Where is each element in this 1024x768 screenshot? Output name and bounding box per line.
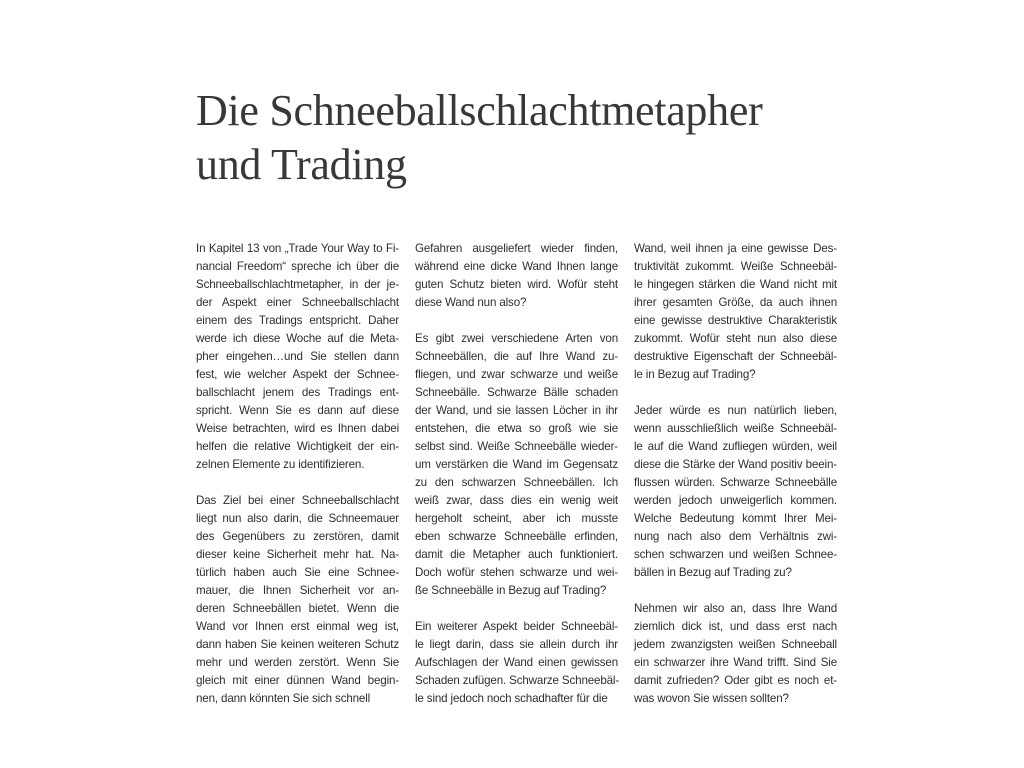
paragraph	[634, 402, 837, 582]
text-line: einem des Tradings entspricht. Daher	[196, 314, 399, 327]
text-line: truktivität zukommt. Weiße Schneebäl-	[634, 260, 837, 273]
text-line: Schneebälle. Schwarze Bälle schaden	[415, 386, 618, 399]
text-line: bällen in Bezug auf Trading zu?	[634, 566, 792, 579]
text-line: fest, wie welcher Aspekt der Schnee-	[196, 368, 399, 381]
text-line: fliegen, und zwar schwarze und weiße	[415, 368, 618, 381]
article-title	[196, 84, 762, 192]
text-line: ße Schneebälle in Bezug auf Trading?	[415, 584, 607, 597]
text-line: nancial Freedom“ spreche ich über die	[196, 260, 399, 273]
text-line: le sind jedoch noch schadhafter für die	[415, 692, 608, 705]
text-line: nung nach also dem Verhältnis zwi-	[634, 530, 837, 543]
text-line: Schneebällen, die auf Ihre Wand zu-	[415, 350, 618, 363]
text-line: der Wand, und sie lassen Löcher in ihr	[415, 404, 618, 417]
article-title-line-1: Die Schneeballschlachtmetapher	[196, 86, 763, 135]
text-line: le auf die Wand zufliegen würden, weil	[634, 440, 837, 453]
text-line: Weise betrachten, wird es Ihnen dabei	[196, 422, 399, 435]
text-line: während eine dicke Wand Ihnen lange	[415, 260, 618, 273]
text-line: selbst sind. Weiße Schneebälle wieder-	[415, 440, 618, 453]
text-line: ein schwarzer ihre Wand trifft. Sind Sie	[634, 656, 837, 669]
text-column-1	[196, 240, 399, 708]
text-line: Jeder würde es nun natürlich lieben,	[634, 404, 837, 417]
text-line: eben schwarze Schneebälle erfinden,	[415, 530, 618, 543]
text-line: des Gegenübers zu zerstören, damit	[196, 530, 399, 543]
text-line: Schaden zufügen. Schwarze Schneebäl-	[415, 674, 620, 687]
paragraph	[415, 330, 618, 600]
text-line: türlich haben auch Sie eine Schnee-	[196, 566, 399, 579]
text-line: Aufschlagen der Wand einen gewissen	[415, 656, 618, 669]
text-line: ziemlich dick ist, und dass erst nach	[634, 620, 837, 633]
text-line: werden jedoch unweigerlich kommen.	[634, 494, 837, 507]
text-line: Es gibt zwei verschiedene Arten von	[415, 332, 618, 345]
text-line: damit die Metapher auch funktioniert.	[415, 548, 618, 561]
text-line: flussen würden. Schwarze Schneebälle	[634, 476, 837, 489]
text-line: zelnen Elemente zu identifizieren.	[196, 458, 365, 471]
text-line: Wand vor Ihnen erst einmal weg ist,	[196, 620, 399, 633]
text-line: eine gewisse destruktive Charakteristik	[634, 314, 837, 327]
text-line: mauer, die Ihnen Sicherheit vor an-	[196, 584, 399, 597]
text-line: deren Schneebällen bietet. Wenn die	[196, 602, 399, 615]
text-line: zu den schwarzen Schneebällen. Ich	[415, 476, 618, 489]
text-line: Gefahren ausgeliefert wieder finden,	[415, 242, 618, 255]
text-line: damit zufrieden? Oder gibt es noch et-	[634, 674, 837, 687]
text-line: dann haben Sie keinen weiteren Schutz	[196, 638, 399, 651]
text-line: ballschlacht jenem des Tradings ent-	[196, 386, 399, 399]
text-line: schen schwarzen und weißen Schnee-	[634, 548, 837, 561]
text-line: Ein weiterer Aspekt beider Schneebäl-	[415, 620, 618, 633]
text-line: le in Bezug auf Trading?	[634, 368, 756, 381]
text-line: was wovon Sie wissen sollten?	[634, 692, 789, 705]
text-line: mehr und werden zerstört. Wenn Sie	[196, 656, 399, 669]
text-line: le hingegen stärken die Wand nicht mit	[634, 278, 837, 291]
text-line: nen, dann könnten Sie sich schnell	[196, 692, 371, 705]
text-line: guten Schutz bieten wird. Wofür steht	[415, 278, 618, 291]
paragraph	[196, 492, 399, 708]
text-line: Nehmen wir also an, dass Ihre Wand	[634, 602, 837, 615]
text-line: destruktive Eigenschaft der Schneebäl-	[634, 350, 837, 363]
text-line: um verstärken die Wand im Gegensatz	[415, 458, 618, 471]
text-line: der Aspekt einer Schneeballschlacht	[196, 296, 399, 309]
text-line: weiß zwar, dass dies ein wenig weit	[415, 494, 618, 507]
paragraph	[634, 600, 837, 708]
article-title-line-2: und Trading	[196, 140, 407, 189]
text-line: helfen die relative Wichtigkeit der ein-	[196, 440, 399, 453]
text-line: le liegt darin, dass sie allein durch ihr	[415, 638, 618, 651]
text-line: diese Wand nun also?	[415, 296, 527, 309]
text-line: Doch wofür stehen schwarze und wei-	[415, 566, 618, 579]
paragraph	[634, 240, 837, 384]
text-column-2	[415, 240, 618, 708]
text-line: dieser keine Sicherheit mehr hat. Na-	[196, 548, 399, 561]
text-line: zukommt. Wofür steht nun also diese	[634, 332, 837, 345]
paragraph	[415, 618, 618, 708]
text-line: werde ich diese Woche auf die Meta-	[196, 332, 399, 345]
text-line: Schneeballschlachtmetapher, in der je-	[196, 278, 399, 291]
text-line: ihrer gesamten Größe, da auch ihnen	[634, 296, 837, 309]
text-line: entstehen, die etwa so groß wie sie	[415, 422, 618, 435]
text-line: liegt nun also darin, die Schneemauer	[196, 512, 399, 525]
text-line: Welche Bedeutung kommt Ihrer Mei-	[634, 512, 837, 525]
text-line: jedem zwanzigsten weißen Schneeball	[634, 638, 837, 651]
text-line: diese die Stärke der Wand positiv beein-	[634, 458, 837, 471]
text-line: Das Ziel bei einer Schneeballschlacht	[196, 494, 399, 507]
text-column-3	[634, 240, 837, 708]
text-line: spricht. Wenn Sie es dann auf diese	[196, 404, 399, 417]
text-line: gleich mit einer dünnen Wand begin-	[196, 674, 399, 687]
text-line: pher eingehen…und Sie stellen dann	[196, 350, 399, 363]
text-line: wenn ausschließlich weiße Schneebäl-	[634, 422, 837, 435]
text-line: Wand, weil ihnen ja eine gewisse Des-	[634, 242, 837, 255]
text-line: hergeholt scheint, aber ich musste	[415, 512, 618, 525]
text-line: In Kapitel 13 von „Trade Your Way to Fi-	[196, 242, 399, 255]
paragraph	[196, 240, 399, 474]
paragraph	[415, 240, 618, 312]
